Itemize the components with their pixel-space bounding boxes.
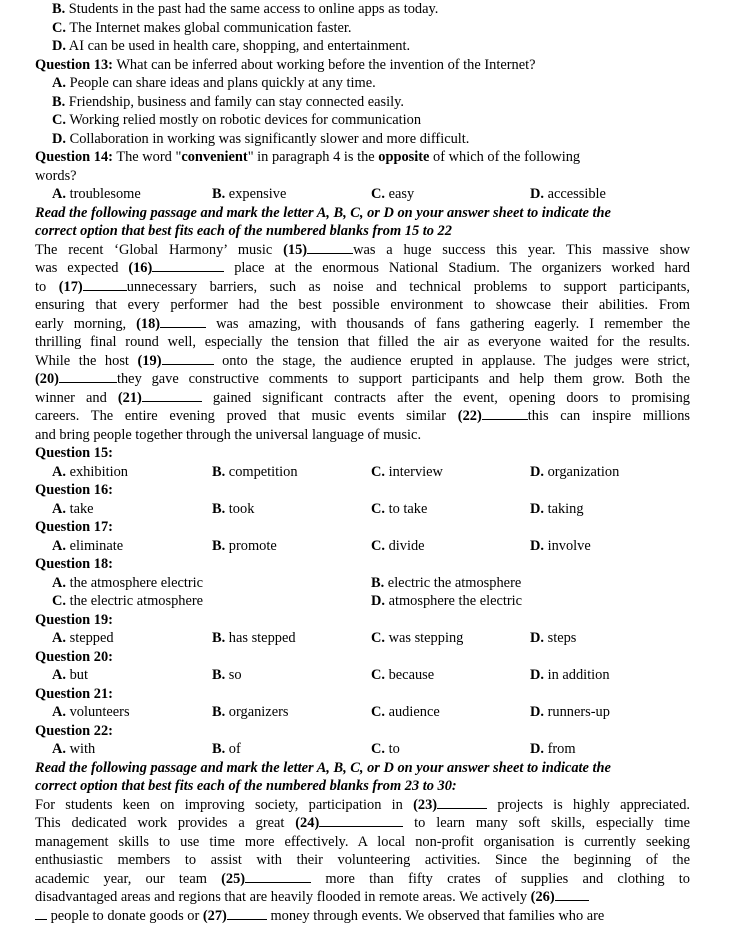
instruction-line: correct option that best fits each of the numbered blanks from 23 to 30:: [35, 778, 457, 794]
option: A. the atmosphere electric: [52, 574, 204, 591]
option-letter: C.: [371, 630, 385, 646]
option: B. expensive: [212, 186, 287, 202]
passage-line: management skills to use time more effectively. A local non-profit organisation is currently seeking: [35, 833, 690, 850]
blank-22: [482, 407, 528, 420]
option-row: [0, 500, 730, 519]
option-line: [0, 19, 730, 38]
blank-18-label: (18): [136, 315, 161, 332]
option-letter: B.: [52, 93, 66, 110]
option-letter: D.: [530, 500, 544, 517]
option: A. but: [52, 667, 88, 683]
option: D. Collaboration in working was significantly slower and more difficult.: [52, 130, 470, 147]
option-letter: A.: [52, 463, 66, 480]
option-letter: C.: [52, 19, 66, 36]
option-letter: D.: [530, 630, 544, 646]
blank-25-label: (25): [221, 870, 246, 887]
blank-21: [142, 389, 202, 402]
option-row: [0, 463, 730, 482]
option: A. People can share ideas and plans quickly at any time.: [52, 75, 376, 91]
question-label: Question 22:: [35, 722, 113, 739]
passage-line: was expected (16) place at the enormous National Stadium. The organizers worked hard: [35, 260, 690, 276]
option-letter: A.: [52, 741, 66, 757]
passage-line: and bring people together through the universal language of music.: [35, 426, 422, 443]
option: D. runners-up: [530, 704, 610, 720]
option-letter: C.: [371, 463, 385, 480]
blank-15: [307, 241, 353, 254]
option-row: [0, 574, 730, 593]
option: C. because: [371, 667, 435, 683]
question-label: Question 18:: [35, 556, 113, 572]
option-letter: B.: [212, 667, 226, 683]
blank-21-label: (21): [117, 389, 142, 406]
blank-24-label: (24): [295, 815, 320, 831]
option-letter: B.: [212, 186, 226, 202]
option-letter: B.: [212, 463, 226, 480]
passage-line: The recent ‘Global Harmony’ music (15) was a huge success this year. This massive show: [35, 241, 691, 258]
option: B. has stepped: [212, 630, 296, 646]
option: B. competition: [212, 463, 298, 480]
option-letter: A.: [52, 500, 66, 517]
question-label: Question 17:: [35, 519, 113, 535]
option-letter: D.: [530, 463, 544, 480]
question-12-options: [0, 0, 730, 56]
option: D. involve: [530, 537, 591, 554]
blank-22-label: (22): [457, 408, 482, 424]
option-letter: C.: [371, 537, 385, 554]
option: D. from: [530, 741, 576, 757]
blank-17: [83, 278, 127, 291]
option-row: [0, 740, 730, 759]
blank-26: [555, 888, 589, 901]
option-letter: B.: [212, 537, 226, 554]
option-letter: B.: [212, 500, 226, 517]
option-line: [0, 93, 730, 112]
keyword-opposite: opposite: [378, 149, 430, 165]
option: C. Working relied mostly on robotic devices for communication: [52, 112, 422, 128]
passage-line: disadvantaged areas and regions that are heavily flooded in remote areas. We actively (26): [35, 888, 690, 907]
option: A. take: [52, 500, 94, 517]
option-letter: A.: [52, 75, 66, 91]
passage-line: thrilling final round well, especially the tension that filled the air as everyone waited for the results.: [35, 334, 690, 350]
option: C. to: [371, 741, 400, 757]
option: D. accessible: [530, 186, 606, 202]
option-letter: C.: [371, 186, 385, 202]
option-letter: B.: [212, 741, 226, 757]
option-letter: C.: [52, 112, 66, 128]
option-letter: D.: [530, 667, 544, 683]
option: B. promote: [212, 537, 277, 554]
question-label: Question 13:: [35, 56, 113, 73]
option: D. taking: [530, 500, 584, 517]
option: A. with: [52, 741, 96, 757]
option-row: [0, 703, 730, 722]
blank-15-label: (15): [283, 241, 308, 258]
passage-2: [0, 796, 690, 926]
blank-23: [437, 796, 487, 809]
option-letter: D.: [530, 704, 544, 720]
blank-18: [160, 315, 206, 328]
option-letter: C.: [371, 667, 385, 683]
option: C. The Internet makes global communication faster.: [52, 19, 352, 36]
option-letter: C.: [371, 704, 385, 720]
option: A. troublesome: [52, 186, 141, 202]
option-letter: D.: [530, 741, 544, 757]
question-label: Question 15:: [35, 445, 113, 461]
passage-line: ensuring that every performer had the best possible environment to showcase their abilities. From: [35, 297, 690, 313]
option-line: [0, 130, 730, 149]
instruction-line: Read the following passage and mark the letter A, B, C, or D on your answer sheet to indicate the: [35, 759, 611, 776]
option-letter: C.: [371, 741, 385, 757]
question-text: What can be inferred about working before the invention of the Internet?: [116, 56, 536, 73]
option: A. exhibition: [52, 463, 128, 480]
option-row: [0, 537, 730, 556]
option: D. organization: [530, 463, 620, 480]
instruction-line: Read the following passage and mark the letter A, B, C, or D on your answer sheet to indicate the: [35, 204, 611, 221]
question-14-stem: Question 14: The word "convenient" in paragraph 4 is the opposite of which of the following: [35, 149, 581, 165]
option: A. volunteers: [52, 704, 130, 720]
option: C. was stepping: [371, 630, 464, 646]
keyword: convenient: [181, 149, 248, 165]
option-row: [0, 629, 730, 648]
passage-line: This dedicated work provides a great (24) to learn many soft skills, especially time: [35, 815, 690, 831]
question-label: Question 16:: [35, 482, 113, 498]
option-letter: A.: [52, 704, 66, 720]
blank-26-label: (26): [530, 889, 555, 905]
option-letter: B.: [212, 630, 226, 646]
questions-15-22: [0, 444, 730, 759]
option: C. interview: [371, 463, 443, 480]
passage-line: winner and (21) gained significant contracts after the event, opening doors to promising: [35, 389, 690, 406]
passage-1: [0, 241, 690, 445]
question-label: Question 19:: [35, 611, 113, 628]
option-letter: B.: [371, 574, 385, 591]
blank-26-cont: [35, 907, 47, 920]
option: D. in addition: [530, 667, 610, 683]
option-letter: D.: [530, 186, 544, 202]
option: D. AI can be used in health care, shopping, and entertainment.: [52, 38, 411, 54]
passage-line: (20) they gave constructive comments to support participants and help them grow. Both the: [35, 371, 690, 387]
option: C. easy: [371, 186, 415, 202]
blank-20: [59, 370, 117, 383]
option: D. atmosphere the electric: [371, 593, 523, 609]
option-letter: A.: [52, 186, 66, 202]
question-label: Question 20:: [35, 648, 113, 665]
option-letter: C.: [371, 500, 385, 517]
option-row: [0, 666, 730, 685]
option-letter: A.: [52, 537, 66, 554]
option-line: [0, 111, 730, 130]
blank-19-label: (19): [137, 352, 162, 369]
option: B. organizers: [212, 704, 289, 720]
option-line: [0, 0, 730, 19]
option: D. steps: [530, 630, 577, 646]
blank-16: [152, 259, 224, 272]
blank-16-label: (16): [128, 260, 153, 276]
option-letter: A.: [52, 630, 66, 646]
option: B. Students in the past had the same access to online apps as today.: [52, 1, 439, 17]
question-label: Question 21:: [35, 685, 113, 702]
option: C. divide: [371, 537, 425, 554]
blank-23-label: (23): [413, 796, 438, 813]
question-14-stem-cont: words?: [35, 167, 77, 184]
option-letter: B.: [52, 1, 66, 17]
option-row: [0, 592, 730, 611]
question-14-options: [0, 185, 730, 204]
blank-20-label: (20): [35, 371, 59, 387]
question-label: Question 14:: [35, 149, 113, 165]
option: C. the electric atmosphere: [52, 593, 204, 609]
option-letter: D.: [371, 593, 385, 609]
option-line: [0, 74, 730, 93]
passage-line: to (17) unnecessary barriers, such as noise and technical problems to support participants,: [35, 278, 691, 295]
option-letter: D.: [52, 130, 66, 147]
option: B. of: [212, 741, 241, 757]
option-letter: D.: [530, 537, 544, 554]
option: A. eliminate: [52, 537, 124, 554]
option: C. to take: [371, 500, 428, 517]
passage-line: enthusiastic members to assist with their volunteering activities. Since the beginning of the: [35, 852, 690, 868]
option-letter: A.: [52, 574, 66, 591]
option-letter: B.: [212, 704, 226, 720]
blank-25: [245, 870, 311, 883]
passage-line: While the host (19) onto the stage, the audience erupted in applause. The judges were strict,: [35, 352, 690, 369]
passage-line: careers. The entire evening proved that music events similar (22) this can inspire millions: [35, 408, 690, 424]
passage-line: early morning, (18) was amazing, with thousands of fans gathering eagerly. I remember the: [35, 315, 690, 332]
blank-17-label: (17): [58, 278, 83, 295]
passage-line: For students keen on improving society, participation in (23) projects is highly appreciated.: [35, 796, 690, 813]
option-letter: D.: [52, 38, 66, 54]
blank-27: [227, 907, 267, 920]
option: A. stepped: [52, 630, 114, 646]
option: C. audience: [371, 704, 440, 720]
option-letter: C.: [52, 593, 66, 609]
option-line: [0, 37, 730, 56]
blank-19: [162, 352, 214, 365]
passage-line: people to donate goods or (27) money through events. We observed that families who are: [35, 907, 690, 926]
instruction-line: correct option that best fits each of the numbered blanks from 15 to 22: [35, 223, 452, 239]
blank-24: [319, 814, 403, 827]
option: B. electric the atmosphere: [371, 574, 522, 591]
passage-line: academic year, our team (25) more than fifty crates of supplies and clothing to: [35, 870, 691, 887]
question-13-stem: [0, 56, 730, 75]
option: B. so: [212, 667, 242, 683]
blank-27-label: (27): [202, 907, 227, 924]
question-13-options: [0, 74, 730, 148]
option-letter: A.: [52, 667, 66, 683]
option: B. Friendship, business and family can stay connected easily.: [52, 93, 404, 110]
option: B. took: [212, 500, 255, 517]
